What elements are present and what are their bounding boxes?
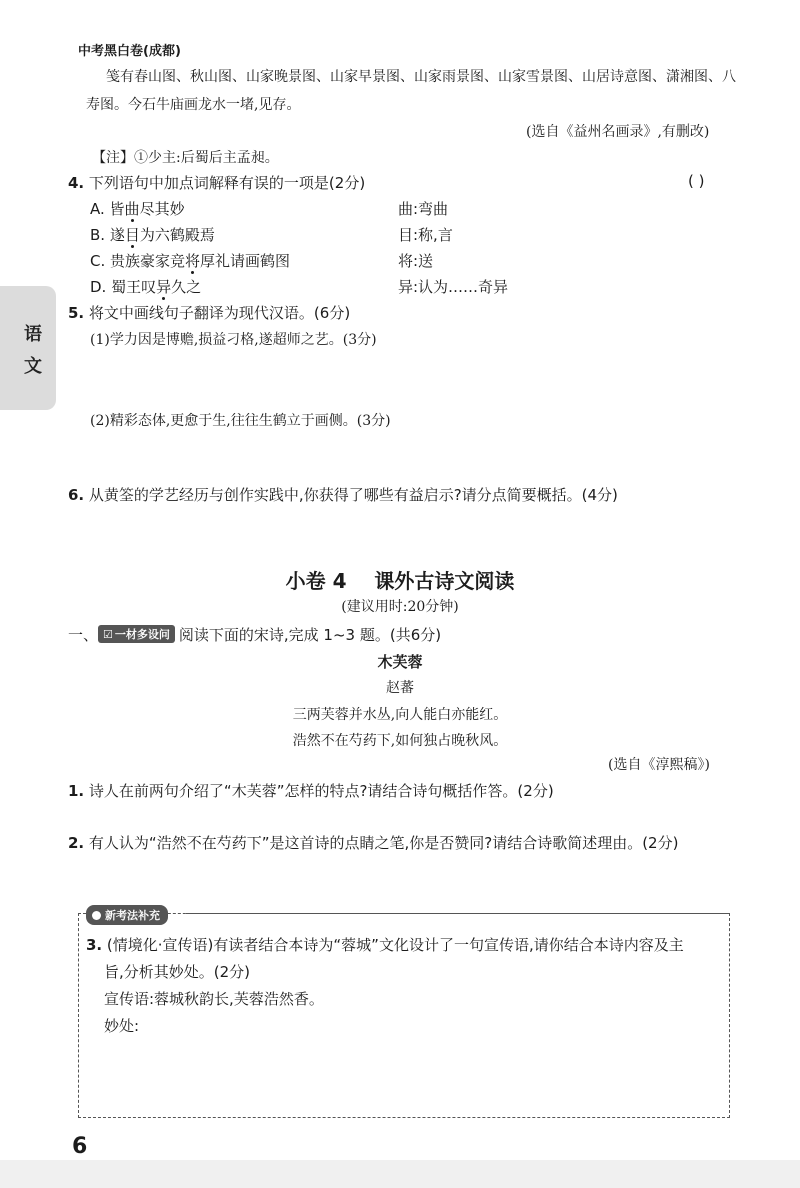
badge-dot-icon xyxy=(92,911,101,920)
poem-question-1-number: 1. xyxy=(68,782,85,800)
answer-bracket-q4[interactable]: ( ) xyxy=(688,172,705,190)
poem-line-2: 浩然不在芍药下,如何独占晚秋风。 xyxy=(292,733,508,749)
box-top-rule xyxy=(186,913,728,914)
running-header: 中考黑白卷(成都) xyxy=(78,44,181,59)
poem-question-1 xyxy=(68,780,554,801)
page-number: 6 xyxy=(72,1134,88,1159)
section-time: (建议用时:20分钟) xyxy=(341,599,459,615)
poem-question-1-stem: 诗人在前两句介绍了“木芙蓉”怎样的特点?请结合诗句概括作答。(2分) xyxy=(88,782,554,800)
part-prefix: 一、 xyxy=(68,626,99,644)
box-question-3-line-1 xyxy=(86,934,684,955)
q4-option-b-gloss: 目:称,言 xyxy=(398,226,453,244)
q4-option-d[interactable]: D. 蜀王叹异久之 xyxy=(90,278,202,296)
q4-option-c[interactable]: C. 贵族豪家竞将厚礼请画鹤图 xyxy=(90,252,291,270)
question-4-stem: 下列语句中加点词解释有误的一项是(2分) xyxy=(88,174,366,192)
box-answer-label[interactable]: 妙处: xyxy=(104,1017,140,1035)
side-tab-char-1: 语 xyxy=(24,324,42,345)
poem-question-2 xyxy=(68,832,678,853)
poem-author: 赵蕃 xyxy=(386,680,414,696)
question-5-stem: 将文中画线句子翻译为现代汉语。(6分) xyxy=(88,304,351,322)
section-part-heading xyxy=(68,624,441,645)
one-material-badge: ☑ 一材多设问 xyxy=(98,625,175,643)
box-question-3-text: (情境化·宣传语)有读者结合本诗为“蓉城”文化设计了一句宣传语,请你结合本诗内容及主 xyxy=(106,936,684,954)
poem-line-1: 三两芙蓉并水丛,向人能白亦能红。 xyxy=(292,707,508,723)
q4-option-b[interactable]: B. 遂目为六鹤殿焉 xyxy=(90,226,215,244)
checkbox-icon: ☑ xyxy=(103,628,113,641)
box-question-3-line-2: 旨,分析其妙处。(2分) xyxy=(104,963,251,981)
question-6-stem: 从黄筌的学艺经历与创作实践中,你获得了哪些有益启示?请分点简要概括。(4分) xyxy=(88,486,618,504)
passage-note: 【注】①少主:后蜀后主孟昶。 xyxy=(92,150,279,166)
subject-side-tab xyxy=(0,286,56,410)
passage-source: (选自《益州名画录》,有删改) xyxy=(526,124,710,140)
question-6-number: 6. xyxy=(68,486,85,504)
box-slogan: 宣传语:蓉城秋韵长,芙蓉浩然香。 xyxy=(104,990,324,1008)
poem-question-2-number: 2. xyxy=(68,834,85,852)
passage-line-1: 笺有春山图、秋山图、山家晚景图、山家早景图、山家雨景图、山家雪景图、山居诗意图、潇湘图、八 xyxy=(106,69,736,85)
question-5 xyxy=(68,302,350,323)
passage-line-2: 寿图。今石牛庙画龙水一堵,见存。 xyxy=(86,97,301,113)
question-5-sub-1: (1)学力因是博赡,损益刁格,遂超师之艺。(3分) xyxy=(90,332,377,348)
question-5-number: 5. xyxy=(68,304,85,322)
box-question-3-number: 3. xyxy=(86,936,103,954)
question-4 xyxy=(68,172,365,193)
poem-question-2-stem: 有人认为“浩然不在芍药下”是这首诗的点睛之笔,你是否赞同?请结合诗歌简述理由。(2分) xyxy=(88,834,679,852)
poem-title: 木芙蓉 xyxy=(377,653,423,671)
q4-option-a[interactable]: A. 皆曲尽其妙 xyxy=(90,200,185,218)
q4-option-c-gloss: 将:送 xyxy=(398,252,434,270)
q4-option-d-gloss: 异:认为……奇异 xyxy=(398,278,509,296)
question-4-number: 4. xyxy=(68,174,85,192)
section-title: 小卷 4 课外古诗文阅读 xyxy=(285,569,515,593)
bottom-scan-strip xyxy=(0,1160,800,1188)
new-format-badge: 新考法补充 xyxy=(86,905,168,925)
question-5-sub-2: (2)精彩态体,更愈于生,往往生鹤立于画侧。(3分) xyxy=(90,413,391,429)
q4-option-a-gloss: 曲:弯曲 xyxy=(398,200,449,218)
side-tab-char-2: 文 xyxy=(24,356,42,377)
poem-source: (选自《淳熙稿》) xyxy=(608,757,710,773)
question-6 xyxy=(68,484,618,505)
part-instruction: 阅读下面的宋诗,完成 1~3 题。(共6分) xyxy=(178,626,442,644)
